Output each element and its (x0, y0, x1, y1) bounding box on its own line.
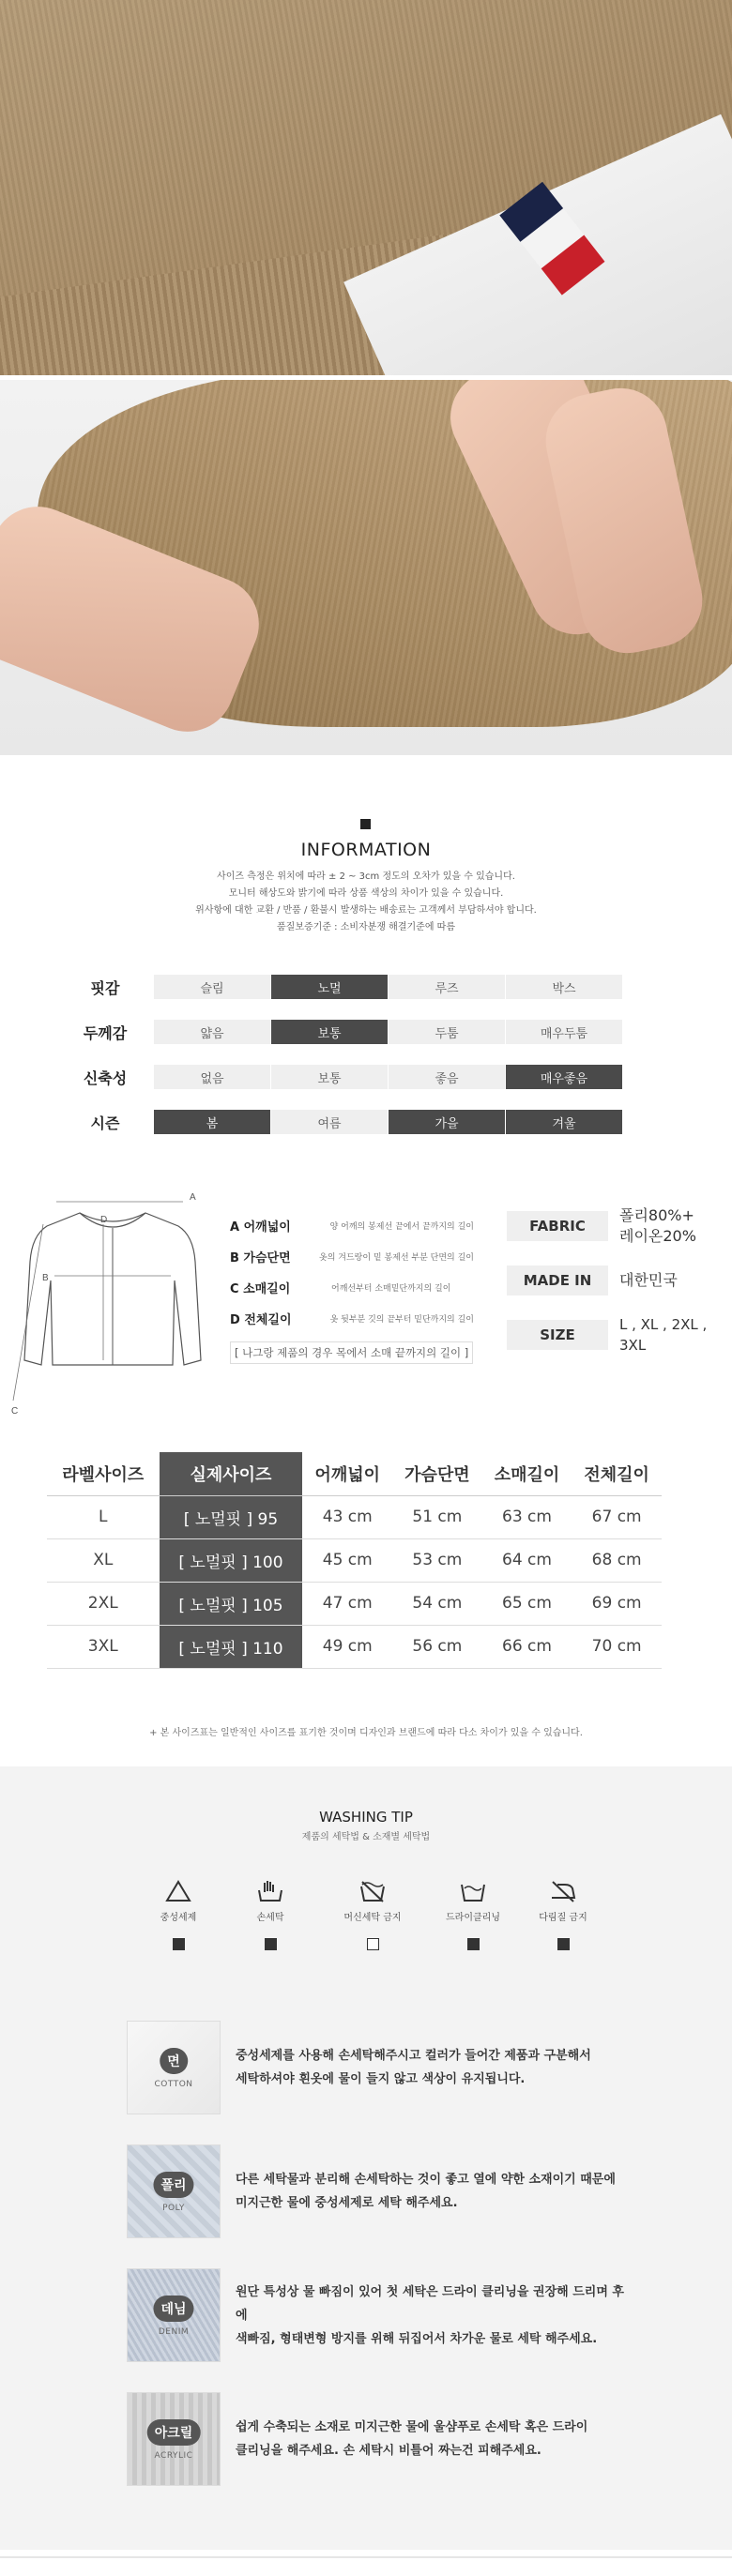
wash-label: 드라이클리닝 (446, 1913, 500, 1923)
spec-value (619, 1205, 696, 1247)
product-specs (507, 1205, 732, 1374)
dry-clean-icon (459, 1879, 487, 1903)
wash-label: 손세탁 (256, 1913, 284, 1923)
rating-option-selected: 봄 (154, 1110, 271, 1134)
material-text (236, 2416, 587, 2462)
information-title: INFORMATION (300, 840, 432, 860)
material-text (236, 2168, 616, 2215)
table-cell: 56 cm (392, 1625, 482, 1668)
header-label-size: 라벨사이즈 (47, 1452, 160, 1495)
material-swatch (127, 2144, 221, 2238)
material-text-line: 미지근한 물에 중성세제로 세탁 해주세요. (236, 2196, 458, 2210)
size-table-note: + 본 사이즈표는 일반적인 사이즈를 표기한 것이며 디자인과 브랜드에 따라 다소 차이가 있을 수 있습니다. (149, 1728, 583, 1738)
information-notes (0, 869, 732, 936)
material-text-line: 다른 세탁물과 분리해 손세탁하는 것이 좋고 열에 약한 소재이기 때문에 (236, 2173, 616, 2187)
table-cell: 53 cm (392, 1538, 482, 1582)
wash-check-box (265, 1938, 277, 1950)
rating-stretch (56, 1065, 638, 1089)
material-acrylic (127, 2392, 633, 2486)
material-text (236, 2281, 633, 2351)
rating-options (154, 1065, 623, 1089)
legend-row (230, 1210, 474, 1241)
material-name-en: ACRYLIC (154, 2451, 193, 2461)
legend-row (230, 1303, 474, 1334)
material-text (236, 2044, 591, 2091)
material-name-en: DENIM (158, 2327, 190, 2337)
wash-item-dry-clean (421, 1879, 525, 1950)
wash-item-no-machine-wash (321, 1879, 424, 1950)
wash-label: 중성세제 (160, 1913, 197, 1923)
spec-key: MADE IN (507, 1265, 608, 1296)
material-name-ko: 아크릴 (147, 2419, 201, 2446)
rating-thickness (56, 1020, 638, 1044)
wash-check-box (173, 1938, 185, 1950)
product-photo-knit-closeup (0, 0, 732, 375)
legend-desc: 양 어깨의 봉제선 끝에서 끝까지의 길이 (329, 1222, 474, 1232)
information-note: 품질보증기준 : 소비자분쟁 해결기준에 따름 (277, 922, 455, 932)
legend-desc: 옷의 겨드랑이 밑 봉제선 부분 단면의 길이 (319, 1253, 474, 1263)
wash-label: 머신세탁 금지 (343, 1913, 402, 1923)
sweater-measurement-diagram (9, 1187, 216, 1431)
material-name-en: POLY (162, 2204, 185, 2213)
rating-option: 얇음 (154, 1020, 271, 1044)
material-text-line: 원단 특성상 물 빠짐이 있어 첫 세탁은 드라이 클리닝을 권장해 드리며 후에 (236, 2284, 624, 2323)
rating-option-selected: 매우좋음 (506, 1065, 623, 1089)
table-cell: XL (47, 1538, 160, 1582)
rating-option: 루즈 (389, 975, 506, 999)
header-shoulder: 어깨넓이 (302, 1452, 392, 1495)
spec-key: FABRIC (507, 1211, 608, 1241)
material-swatch (127, 2268, 221, 2362)
spec-value: 대한민국 (619, 1271, 678, 1289)
table-cell: 49 cm (302, 1625, 392, 1668)
material-name-en: COTTON (154, 2080, 193, 2089)
material-swatch (127, 2392, 221, 2486)
legend-row (230, 1272, 474, 1303)
table-row (47, 1625, 662, 1668)
wash-check-box-empty (367, 1938, 379, 1950)
diagram-letter-c: C (11, 1406, 19, 1417)
table-cell: [ 노멀핏 ] 110 (160, 1625, 303, 1668)
table-row (47, 1538, 662, 1582)
diagram-letter-a: A (190, 1192, 196, 1203)
material-text-line: 중성세제를 사용해 손세탁해주시고 컬러가 들어간 제품과 구분해서 (236, 2049, 591, 2063)
material-cotton (127, 2021, 633, 2114)
table-cell: 51 cm (392, 1495, 482, 1538)
legend-key: A 어깨넓이 (230, 1220, 291, 1235)
information-note: 위사항에 대한 교환 / 반품 / 환불시 발생하는 배송료는 고객께서 부담하셔야 합니다. (195, 905, 537, 916)
material-name-ko: 면 (160, 2048, 188, 2074)
material-text-line: 색빠짐, 형태변형 방지를 위해 뒤집어서 차가운 물로 세탁 해주세요. (236, 2331, 598, 2346)
rating-option: 좋음 (389, 1065, 506, 1089)
spec-value-line: 레이온20% (619, 1227, 696, 1245)
table-cell: 68 cm (572, 1538, 662, 1582)
wash-item-hand-wash (219, 1879, 322, 1950)
rating-option: 여름 (271, 1110, 389, 1134)
table-cell: 64 cm (482, 1538, 572, 1582)
rating-label: 시즌 (90, 1114, 120, 1132)
information-note: 모니터 해상도와 밝기에 따라 상품 색상의 차이가 있을 수 있습니다. (228, 888, 504, 899)
rating-label: 신축성 (83, 1068, 128, 1087)
rating-options (154, 975, 623, 999)
wash-check-box (557, 1938, 570, 1950)
material-text-line: 쉽게 수축되는 소재로 미지근한 물에 울샴푸로 손세탁 혹은 드라이 (236, 2420, 588, 2434)
legend-key: B 가슴단면 (230, 1251, 291, 1265)
spec-fabric (507, 1205, 732, 1247)
wash-check-box (467, 1938, 480, 1950)
rating-option-selected: 겨울 (506, 1110, 623, 1134)
bottom-divider (0, 2556, 732, 2558)
rating-option-selected: 보통 (271, 1020, 389, 1044)
washing-title: WASHING TIP (319, 1809, 413, 1826)
table-cell: 3XL (47, 1625, 160, 1668)
header-actual-size: 실제사이즈 (160, 1452, 303, 1495)
rating-options (154, 1110, 623, 1134)
material-name-ko: 데님 (153, 2296, 193, 2322)
no-iron-icon (548, 1879, 578, 1903)
material-swatch (127, 2021, 221, 2114)
legend-desc: 어깨선부터 소매밑단까지의 길이 (331, 1284, 451, 1294)
table-cell: L (47, 1495, 160, 1538)
rating-label: 핏감 (90, 978, 120, 997)
product-photo-stretch-demo (0, 380, 732, 755)
material-poly (127, 2144, 633, 2238)
material-denim (127, 2268, 633, 2362)
rating-option: 슬림 (154, 975, 271, 999)
table-cell: 43 cm (302, 1495, 392, 1538)
size-table (47, 1452, 662, 1669)
header-chest: 가슴단면 (392, 1452, 482, 1495)
legend-row (230, 1241, 474, 1272)
rating-option: 없음 (154, 1065, 271, 1089)
wash-item-neutral-detergent (127, 1879, 230, 1950)
material-text-line: 클리닝을 해주세요. 손 세탁시 비틀어 짜는건 피해주세요. (236, 2444, 541, 2458)
washing-subtitle: 제품의 세탁법 & 소재별 세탁법 (301, 1832, 431, 1842)
table-cell: [ 노멀핏 ] 105 (160, 1582, 303, 1625)
spec-made-in (507, 1265, 732, 1296)
table-cell: 67 cm (572, 1495, 662, 1538)
table-cell: 45 cm (302, 1538, 392, 1582)
table-cell: 63 cm (482, 1495, 572, 1538)
diagram-letter-d: D (100, 1215, 108, 1225)
spec-value-line: 폴리80%+ (619, 1206, 694, 1224)
legend-key: C 소매길이 (230, 1282, 291, 1296)
wash-item-no-iron (511, 1879, 615, 1950)
table-row (47, 1582, 662, 1625)
table-cell: 2XL (47, 1582, 160, 1625)
table-cell: 69 cm (572, 1582, 662, 1625)
raglan-note: [ 나그랑 제품의 경우 목에서 소매 끝까지의 길이 ] (230, 1341, 473, 1364)
table-cell: 70 cm (572, 1625, 662, 1668)
table-row (47, 1495, 662, 1538)
rating-fit (56, 975, 638, 999)
rating-option: 박스 (506, 975, 623, 999)
spec-size (507, 1314, 732, 1356)
table-cell: 47 cm (302, 1582, 392, 1625)
legend-key: D 전체길이 (230, 1313, 292, 1327)
material-text-line: 세탁하셔야 흰옷에 물이 들지 않고 색상이 유지됩니다. (236, 2072, 526, 2086)
header-sleeve: 소매길이 (482, 1452, 572, 1495)
rating-options (154, 1020, 623, 1044)
wash-label: 다림질 금지 (539, 1913, 587, 1923)
table-header-row (47, 1452, 662, 1495)
diagram-letter-b: B (42, 1273, 49, 1283)
material-name-ko: 폴리 (153, 2172, 193, 2198)
header-total-length: 전체길이 (572, 1452, 662, 1495)
spec-value: L , XL , 2XL , 3XL (619, 1316, 708, 1354)
table-cell: 66 cm (482, 1625, 572, 1668)
spec-key: SIZE (507, 1320, 608, 1350)
neutral-detergent-icon (164, 1879, 192, 1903)
table-cell: [ 노멀핏 ] 100 (160, 1538, 303, 1582)
rating-label: 두께감 (83, 1023, 128, 1042)
section-marker (360, 819, 371, 829)
hand-wash-icon (256, 1879, 284, 1903)
legend-desc: 옷 뒷부분 깃의 끝부터 밑단까지의 길이 (329, 1315, 474, 1325)
rating-option-selected: 노멀 (271, 975, 389, 999)
rating-season (56, 1110, 638, 1134)
information-note: 사이즈 측정은 위치에 따라 ± 2 ~ 3cm 정도의 오차가 있을 수 있습니다. (217, 871, 515, 882)
table-cell: 54 cm (392, 1582, 482, 1625)
rating-option: 두툼 (389, 1020, 506, 1044)
rating-option: 보통 (271, 1065, 389, 1089)
measurement-legend (230, 1210, 474, 1364)
no-machine-wash-icon (358, 1879, 387, 1903)
rating-option: 매우두툼 (506, 1020, 623, 1044)
table-cell: [ 노멀핏 ] 95 (160, 1495, 303, 1538)
table-cell: 65 cm (482, 1582, 572, 1625)
rating-option-selected: 가을 (389, 1110, 506, 1134)
